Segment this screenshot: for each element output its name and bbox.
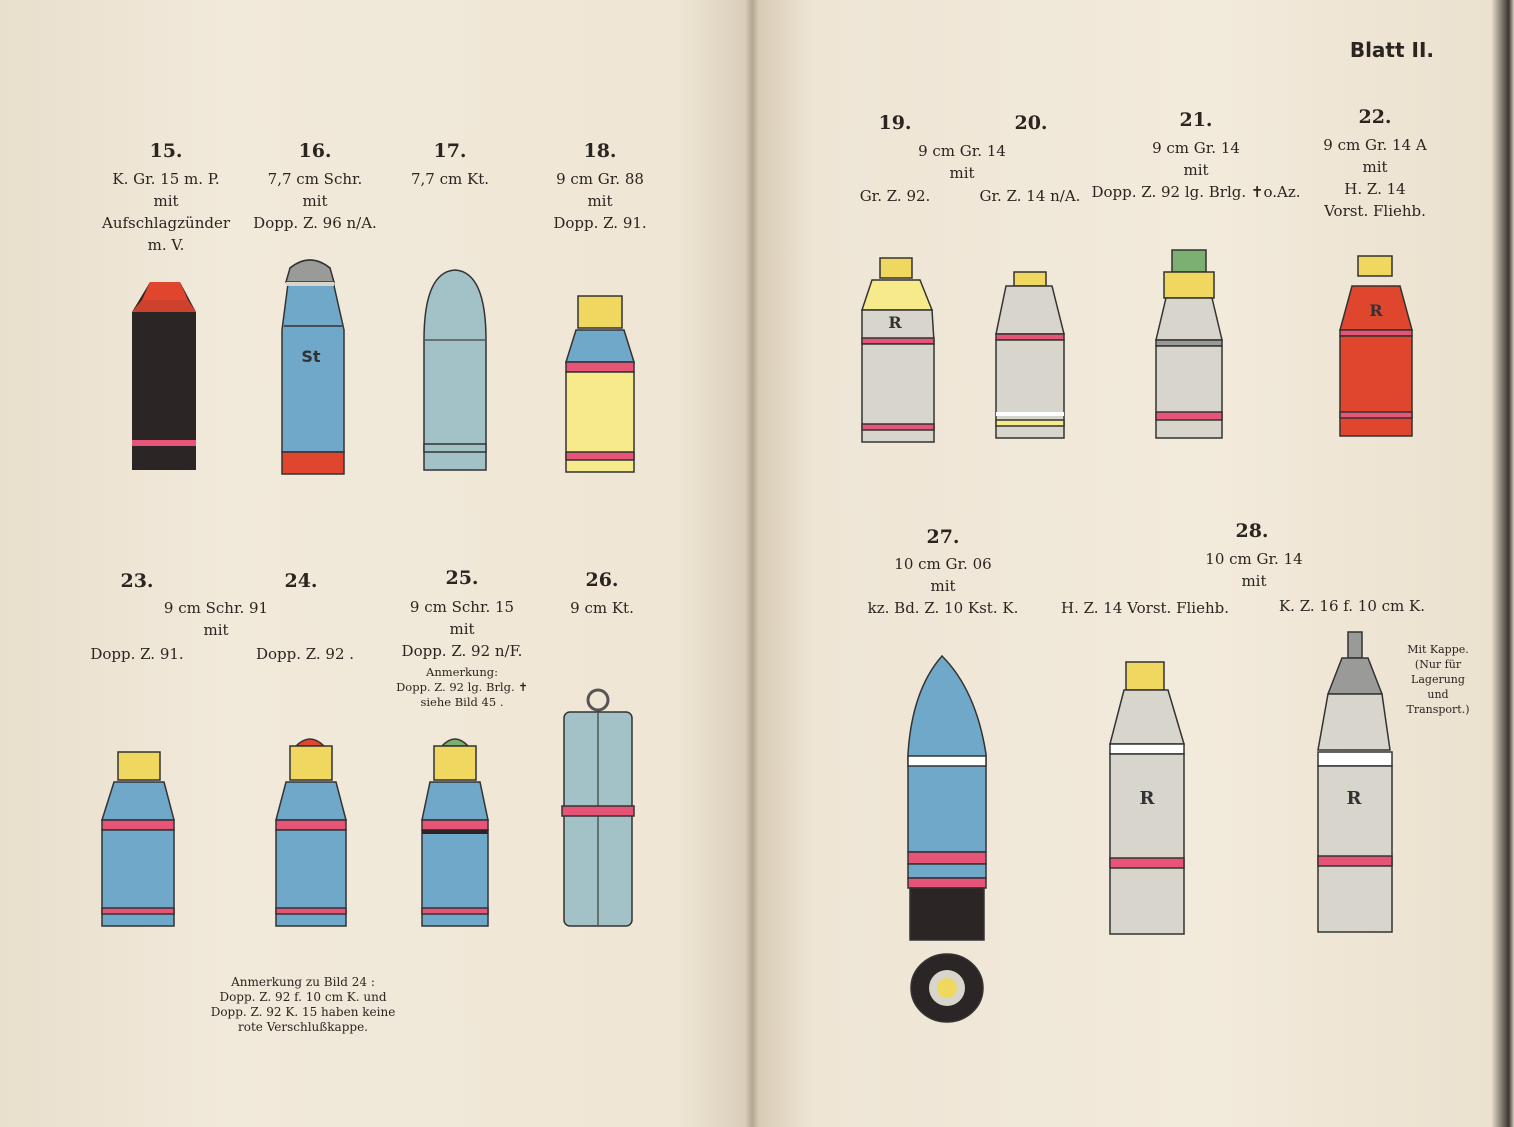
figure-23-24-shared-caption: 9 cm Schr. 91 mit xyxy=(163,599,269,639)
shell-21-illustration xyxy=(1156,250,1222,438)
figure-17-caption: 7,7 cm Kt. xyxy=(410,170,490,188)
figure-16-caption: 7,7 cm Schr. mit Dopp. Z. 96 n/A. xyxy=(253,170,377,232)
figure-23-number: 23. xyxy=(120,570,154,592)
shell-28-left-illustration xyxy=(1110,662,1184,934)
shell-20-illustration xyxy=(996,272,1064,438)
shell-22-illustration xyxy=(1340,256,1412,436)
figure-22-caption: 9 cm Gr. 14 A mit H. Z. 14 Vorst. Fliehb. xyxy=(1323,136,1427,220)
figure-25-caption: 9 cm Schr. 15 mit Dopp. Z. 92 n/F. xyxy=(401,598,523,660)
shell-28-left-marking: R xyxy=(1139,788,1155,809)
figure-19-20-shared-caption: 9 cm Gr. 14 mit xyxy=(918,142,1006,182)
figure-24-number: 24. xyxy=(284,570,318,592)
figure-28-left-label: H. Z. 14 Vorst. Fliehb. xyxy=(1061,599,1229,617)
figure-26-caption: 9 cm Kt. xyxy=(570,599,634,617)
figure-20-number: 20. xyxy=(1014,112,1048,134)
figure-25-note: Anmerkung: Dopp. Z. 92 lg. Brlg. ✝ siehe Bild 45 . xyxy=(396,665,528,709)
shell-26-illustration xyxy=(562,690,634,926)
shell-16-marking: St xyxy=(301,347,321,366)
figure-28-shared-caption: 10 cm Gr. 14 mit xyxy=(1205,550,1303,590)
figure-24-label: Dopp. Z. 92 . xyxy=(255,645,355,663)
figure-17-number: 17. xyxy=(433,140,467,162)
shell-19-illustration xyxy=(862,258,934,442)
figure-27-number: 27. xyxy=(926,526,960,548)
figure-20-label: Gr. Z. 14 n/A. xyxy=(979,187,1081,205)
figure-15-number: 15. xyxy=(149,140,183,162)
shell-28-right-marking: R xyxy=(1346,788,1362,809)
shell-25-illustration xyxy=(422,739,488,926)
figure-28-number: 28. xyxy=(1235,520,1269,542)
shell-15-illustration xyxy=(132,282,196,470)
figure-18-caption: 9 cm Gr. 88 mit Dopp. Z. 91. xyxy=(553,170,647,232)
figure-19-number: 19. xyxy=(878,112,912,134)
figure-16-number: 16. xyxy=(298,140,332,162)
figure-18-number: 18. xyxy=(583,140,617,162)
shell-16-illustration xyxy=(282,260,344,474)
footnote-bild-24: Anmerkung zu Bild 24 : Dopp. Z. 92 f. 10 cm K. und Dopp. Z. 92 K. 15 haben keine rote Verschlußkappe. xyxy=(210,975,396,1034)
shell-27-illustration xyxy=(908,656,986,1022)
figure-26-number: 26. xyxy=(585,569,619,591)
shell-23-illustration xyxy=(102,752,174,926)
shell-17-illustration xyxy=(424,270,486,470)
figure-23-label: Dopp. Z. 91. xyxy=(90,645,184,663)
sheet-label: Blatt II. xyxy=(1349,38,1434,62)
shell-24-illustration xyxy=(276,739,346,926)
shell-28-right-illustration xyxy=(1318,632,1392,932)
figure-22-number: 22. xyxy=(1358,106,1392,128)
figure-28-cap-note: Mit Kappe. (Nur für Lagerung und Transport.) xyxy=(1406,643,1470,716)
figure-21-number: 21. xyxy=(1179,109,1213,131)
shell-19-marking: R xyxy=(888,313,902,332)
shell-18-illustration xyxy=(566,296,634,472)
figure-28-right-label: K. Z. 16 f. 10 cm K. xyxy=(1278,597,1426,615)
shell-22-marking: R xyxy=(1369,301,1383,320)
figure-21-caption: 9 cm Gr. 14 mit Dopp. Z. 92 lg. Brlg. ✝o.Az. xyxy=(1091,139,1301,201)
figure-15-caption: K. Gr. 15 m. P. mit Aufschlagzünder m. V. xyxy=(101,170,231,254)
figure-25-number: 25. xyxy=(445,567,479,589)
figure-19-label: Gr. Z. 92. xyxy=(859,187,931,205)
figure-27-caption: 10 cm Gr. 06 mit kz. Bd. Z. 10 Kst. K. xyxy=(867,555,1019,617)
